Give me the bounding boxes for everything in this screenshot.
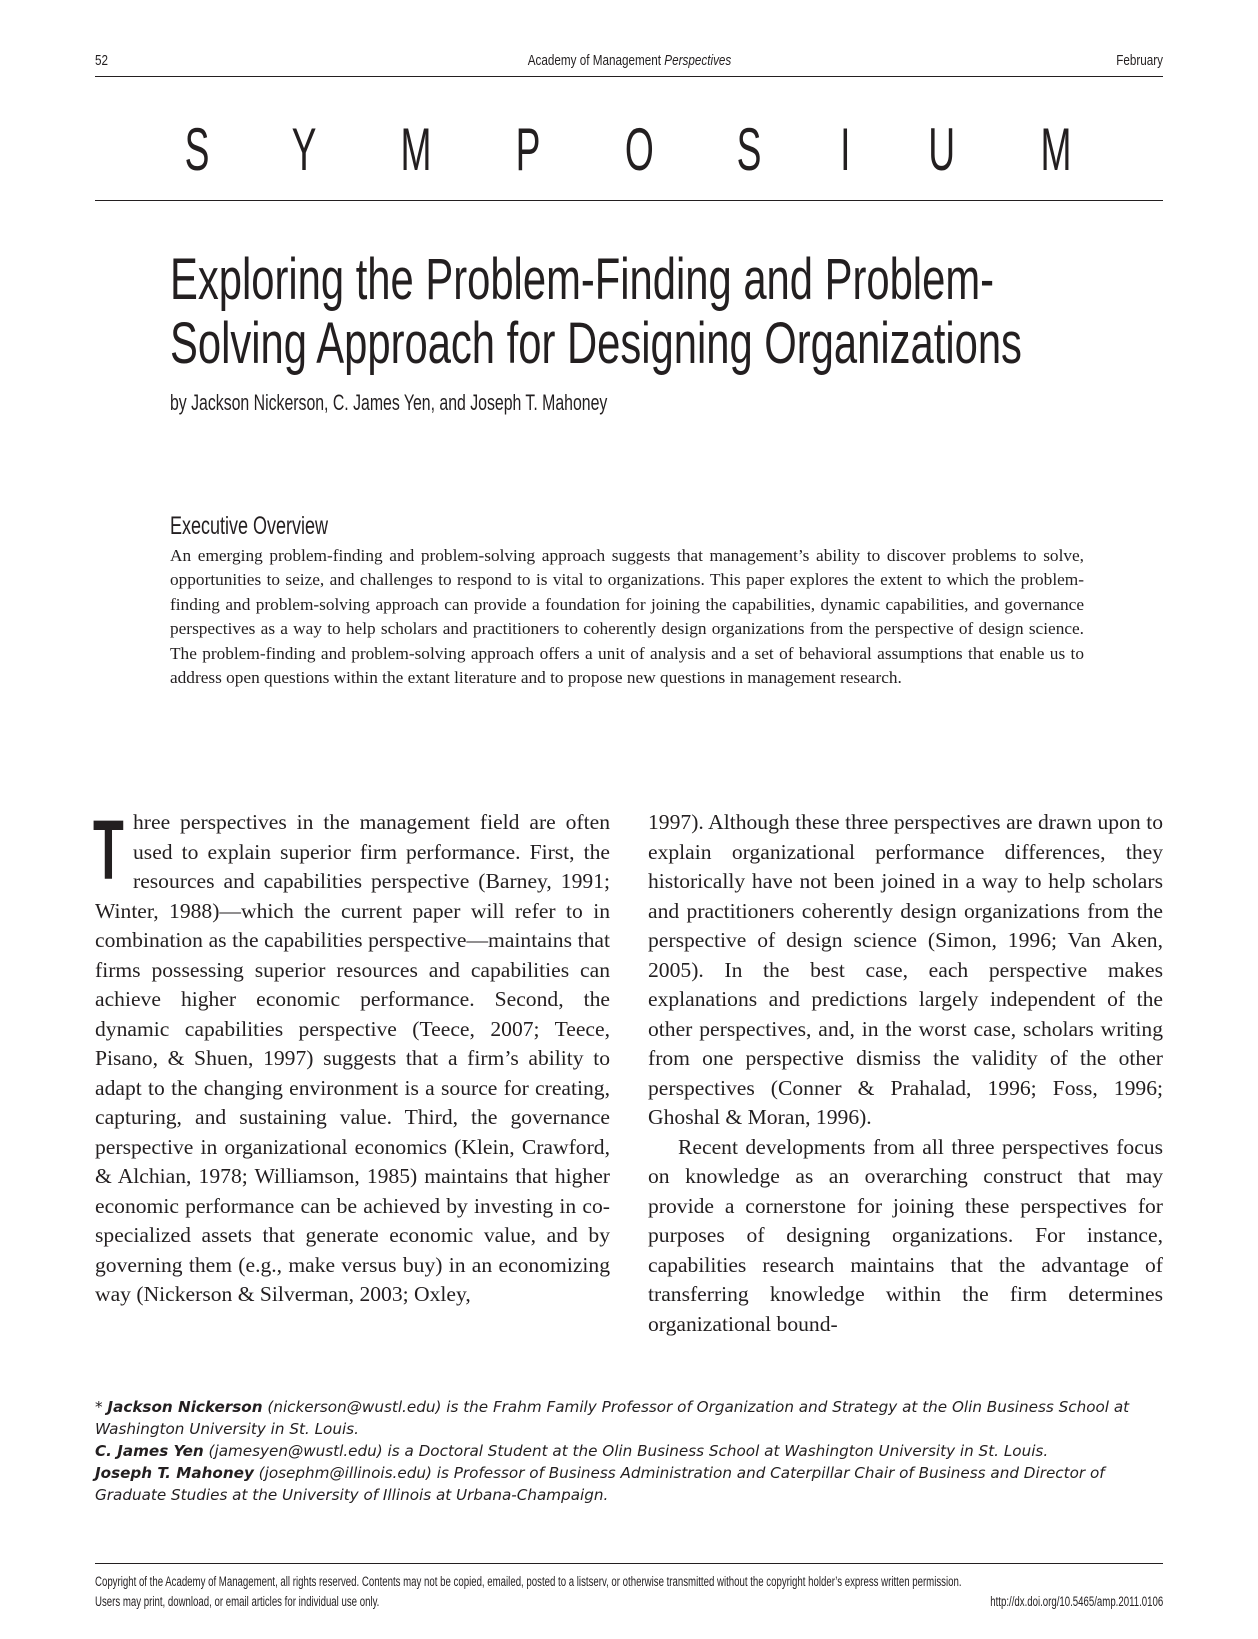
section-letter: Y: [291, 116, 317, 183]
body-paragraph: [93, 803, 610, 1310]
footnote-marker: *: [95, 1398, 108, 1416]
journal-title: [95, 52, 1163, 69]
article-title-line-1: Exploring the Problem-Finding and Problem-: [170, 247, 995, 312]
body-column-left: [93, 803, 610, 1310]
journal-name: Academy of Management: [527, 52, 661, 69]
article-title: [170, 248, 1170, 376]
section-letter: M: [400, 116, 432, 183]
copyright-line-1: Copyright of the Academy of Management, all rights reserved. Contents may not be copied, emailed, posted to a listserv, or otherwise transmitted without the copyright holder’s express written permission.: [95, 1574, 962, 1589]
body-paragraph: 1997). Although these three perspectives are drawn upon to explain organizational performance differences, they historically have not been joined in a way to help scholars and practitioners coherently design organizations from the perspective of design science (Simon, 1996; Van Aken, 2005). In the best case, each perspective makes explanations and predictions largely independent of the other perspectives, and, in the worst case, scholars writing from one perspective dismiss the validity of the other perspectives (Conner & Prahalad, 1996; Foss, 1996; Ghoshal & Moran, 1996).: [648, 810, 1163, 1129]
section-label-symposium: [95, 110, 1163, 201]
body-paragraph: Recent developments from all three perspectives focus on knowledge as an overarching construct that may provide a cornerstone for joining these perspectives for purposes of designing organizations. For instance, capabilities research maintains that the advantage of transferring knowledge within the firm determines organizational bound-: [648, 1134, 1163, 1336]
author-byline: by Jackson Nickerson, C. James Yen, and Joseph T. Mahoney: [170, 390, 608, 415]
body-text-left: hree perspectives in the management field are often used to explain superior firm performance. First, the resources and capabilities perspective (Barney, 1991; Winter, 1988)—which the current paper will refer to in combination as the capabilities perspective—maintains that firms possessing superior resources and capabilities can achieve higher economic performance. Second, the dynamic capabilities perspective (Teece, 2007; Teece, Pisano, & Shuen, 1997) suggests that a firm’s ability to adapt to the changing environment is a source for creating, capturing, and sustaining value. Third, the governance perspective in organizational economics (Klein, Crawford, & Alchian, 1978; Williamson, 1985) maintains that higher economic performance can be achieved by investing in co-specialized assets that generate economic value, and by governing them (e.g., make versus buy) in an economizing way (Nickerson & Silverman, 2003; Oxley,: [95, 810, 610, 1306]
article-title-line-2: Solving Approach for Designing Organizations: [170, 311, 1022, 376]
author-footnotes: [95, 1396, 1163, 1506]
section-letter: U: [928, 116, 956, 183]
section-letter: I: [839, 116, 851, 183]
page-number: 52: [95, 52, 109, 69]
copyright-line-2: Users may print, download, or email articles for individual use only.: [95, 1594, 380, 1609]
section-letter: O: [624, 116, 654, 183]
footnote: [95, 1462, 1163, 1506]
journal-name-italic: Perspectives: [663, 52, 731, 69]
section-letter: S: [737, 116, 762, 183]
body-column-right: [648, 808, 1163, 1339]
footnote: [95, 1440, 1163, 1462]
section-letter: P: [516, 116, 541, 183]
footnote-text: (jamesyen@wustl.edu) is a Doctoral Student at the Olin Business School at Washington University in St. Louis.: [203, 1442, 1049, 1460]
running-header: [95, 52, 1163, 77]
footnote-author-name: Joseph T. Mahoney: [95, 1464, 254, 1482]
footnote: [95, 1396, 1163, 1440]
footnote-text: (josephm@illinois.edu) is Professor of Business Administration and Caterpillar Chair of Business and Director of Graduate Studies at the University of Illinois at Urbana-Champaign.: [95, 1464, 1105, 1504]
executive-overview-heading: Executive Overview: [170, 512, 329, 540]
footnote-author-name: C. James Yen: [95, 1442, 204, 1460]
section-letter: M: [1040, 116, 1072, 183]
executive-overview-body: An emerging problem-finding and problem-solving approach suggests that management’s ability to discover problems to solve, opportunities to seize, and challenges to respond to is vital to organizations. This paper explores the extent to which the problem-finding and problem-solving approach can provide a foundation for joining the capabilities, dynamic capabilities, and governance perspectives as a way to help scholars and practitioners to coherently design organizations from the perspective of design science. The problem-finding and problem-solving approach offers a unit of analysis and a set of behavioral assumptions that enable us to address open questions within the extant literature and to propose new questions in management research.: [170, 546, 1084, 688]
footnote-text: (nickerson@wustl.edu) is the Frahm Family Professor of Organization and Strategy at the Olin Business School at Washington University in St. Louis.: [95, 1398, 1130, 1438]
section-letter: S: [184, 116, 210, 183]
doi-link[interactable]: http://dx.doi.org/10.5465/amp.2011.0106: [990, 1594, 1163, 1609]
drop-cap: T: [93, 803, 124, 897]
copyright-notice: [95, 1563, 1163, 1612]
footnote-author-name: Jackson Nickerson: [107, 1398, 263, 1416]
issue-month: February: [1116, 52, 1163, 69]
